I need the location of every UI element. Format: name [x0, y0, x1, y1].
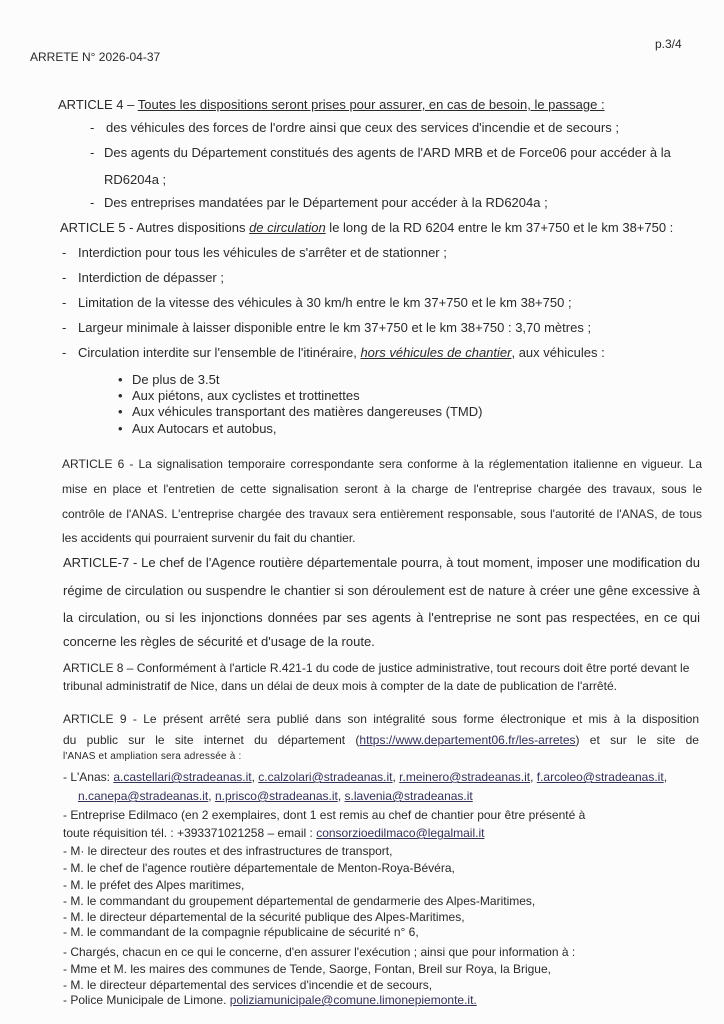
text-segment: - M. le directeur départemental des services d'incendie et de secours, — [63, 978, 433, 992]
text-line — [78, 295, 572, 311]
text-line — [63, 825, 484, 841]
text-line — [63, 678, 617, 694]
text-segment: Des entreprises mandatées par le Département pour accéder à la RD6204a ; — [104, 195, 548, 210]
emphasized-text: de circulation — [249, 220, 326, 235]
text-line — [62, 456, 702, 472]
link[interactable]: poliziamunicipale@comune.limonepiemonte.it. — [229, 993, 477, 1007]
text-line — [78, 320, 591, 336]
link[interactable]: a.castellari@stradeanas.it — [113, 770, 252, 784]
text-line — [132, 372, 219, 388]
text-segment: Largeur minimale à laisser disponible entre le km 37+750 et le km 38+750 : 3,70 mètres ; — [78, 320, 592, 335]
text-line — [104, 172, 166, 188]
text-line — [62, 481, 702, 497]
text-segment: - M· le directeur des routes et des infrastructures de transport, — [63, 844, 393, 858]
text-line — [104, 195, 548, 211]
link[interactable]: r.meinero@stradeanas.it — [399, 770, 531, 784]
text-segment: De plus de 3.5t — [132, 372, 220, 387]
text-segment: , — [337, 789, 345, 803]
text-line — [63, 660, 689, 676]
dash-marker: - — [90, 195, 95, 210]
dash-marker: - — [62, 245, 67, 260]
link[interactable]: s.lavenia@stradeanas.it — [344, 789, 473, 803]
text-line — [132, 388, 360, 404]
link[interactable]: consorzioedilmaco@legalmail.it — [316, 826, 485, 840]
bullet-icon: • — [118, 372, 123, 387]
text-segment: tribunal administratif de Nice, dans un délai de deux mois à compter de la date de publication de l'arrêté. — [63, 679, 617, 693]
text-line — [62, 530, 356, 546]
text-segment: ARTICLE 9 - Le présent arrêté sera publié dans son intégralité sous forme électronique et mis à la disposition — [63, 712, 699, 726]
text-line — [58, 97, 605, 113]
dash-marker: - — [62, 270, 67, 285]
text-line — [106, 120, 619, 136]
text-line — [63, 711, 699, 727]
text-segment: Aux piétons, aux cyclistes et trottinettes — [132, 388, 360, 403]
text-line — [63, 807, 585, 823]
link[interactable]: n.canepa@stradeanas.it — [78, 789, 209, 803]
text-line — [60, 220, 673, 236]
text-segment: - Mme et M. les maires des communes de Tende, Saorge, Fontan, Breil sur Roya, la Brigue, — [63, 962, 551, 976]
text-line — [63, 732, 699, 748]
text-line — [63, 924, 419, 940]
text-segment: Interdiction pour tous les véhicules de s'arrêter et de stationner ; — [78, 245, 447, 260]
text-line — [63, 749, 241, 765]
emphasized-text: hors véhicules de chantier — [360, 345, 512, 360]
text-line — [63, 634, 375, 650]
bullet-icon: • — [118, 388, 123, 403]
text-segment: ARTICLE 6 - La signalisation temporaire correspondante sera conforme à la réglementation italienne en vigueur. La — [62, 457, 702, 471]
text-segment: - M. le commandant de la compagnie républicaine de sécurité n° 6, — [63, 925, 419, 939]
link[interactable]: f.arcoleo@stradeanas.it — [536, 770, 664, 784]
text-segment: , — [392, 770, 400, 784]
text-segment: des véhicules des forces de l'ordre ainsi que ceux des services d'incendie et de secours ; — [106, 120, 619, 135]
dash-marker: - — [62, 320, 67, 335]
page-number: p.3/4 — [655, 37, 682, 51]
text-line — [63, 992, 477, 1008]
text-line — [78, 270, 224, 286]
text-segment: concerne les règles de sécurité et d'usage de la route. — [63, 634, 375, 649]
text-segment: - M. le préfet des Alpes maritimes, — [63, 878, 245, 892]
text-segment: - Police Municipale de Limone. — [63, 993, 230, 1007]
text-line — [132, 421, 277, 437]
emphasized-text: Toutes les dispositions seront prises pour assurer, en cas de besoin, le passage : — [137, 97, 605, 112]
text-segment: ARTICLE-7 - Le chef de l'Agence routière départementale pourra, à tout moment, imposer une modification du — [63, 555, 700, 570]
dash-marker: - — [62, 295, 67, 310]
bullet-icon: • — [118, 421, 123, 436]
text-segment: , — [530, 770, 537, 784]
text-segment: - M. le commandant du groupement départemental de gendarmerie des Alpes-Maritimes, — [63, 894, 536, 908]
text-segment: - Entreprise Edilmaco (en 2 exemplaires, dont 1 est remis au chef de chantier pour être présenté à — [63, 808, 586, 822]
text-line — [63, 961, 551, 977]
text-line — [63, 555, 700, 571]
text-segment: , — [208, 789, 215, 803]
text-line — [63, 843, 392, 859]
text-segment: le long de la RD 6204 entre le km 37+750 et le km 38+750 : — [325, 220, 674, 235]
text-line — [63, 769, 667, 785]
text-segment: la circulation, ou si les injonctions données par ses agents à l'entreprise ne sont pas respectées, en ce qui — [63, 610, 700, 625]
text-segment: Limitation de la vitesse des véhicules à 30 km/h entre le km 37+750 et le km 38+750 ; — [78, 295, 572, 310]
text-segment: Interdiction de dépasser ; — [78, 270, 224, 285]
text-segment: l'ANAS et ampliation sera adressée à : — [63, 751, 242, 762]
text-line — [63, 583, 700, 599]
text-segment: Des agents du Département constitués des agents de l'ARD MRB et de Force06 pour accéder à la — [104, 145, 671, 160]
text-segment: Circulation interdite sur l'ensemble de l'itinéraire, — [78, 345, 361, 360]
text-segment: les accidents qui pourraient survenir du fait du chantier. — [62, 531, 356, 545]
text-line — [63, 909, 465, 925]
dash-marker: - — [90, 145, 95, 160]
text-segment: RD6204a ; — [104, 172, 167, 187]
text-line — [78, 788, 473, 804]
text-segment: ARTICLE 8 – Conformément à l'article R.421-1 du code de justice administrative, tout recours doit être porté devant le — [63, 661, 690, 675]
text-segment: , — [663, 770, 668, 784]
text-segment: - L'Anas: — [63, 770, 114, 784]
text-segment: régime de circulation ou suspendre le chantier si son déroulement est de nature à créer une gêne excessive à — [63, 583, 700, 598]
text-segment: toute réquisition tél. : +393371021258 – email : — [63, 826, 317, 840]
text-segment: - M. le directeur départemental de la sécurité publique des Alpes-Maritimes, — [63, 910, 465, 924]
text-segment: ARTICLE 5 - Autres dispositions — [60, 220, 250, 235]
bullet-icon: • — [118, 404, 123, 419]
text-line — [63, 610, 700, 626]
decree-number: ARRETE N° 2026-04-37 — [30, 50, 161, 64]
text-line — [63, 977, 432, 993]
text-segment: du public sur le site internet du département ( — [63, 733, 360, 747]
text-segment: , aux véhicules : — [511, 345, 605, 360]
text-line — [78, 245, 447, 261]
text-line — [63, 893, 535, 909]
text-segment: Aux véhicules transportant des matières dangereuses (TMD) — [132, 404, 483, 419]
text-line — [63, 877, 244, 893]
text-segment: contrôle de l'ANAS. L'entreprise chargée des travaux sera entièrement responsable, sous l'autorité de l'ANAS, de tous — [62, 507, 702, 521]
dash-marker: - — [90, 120, 95, 135]
text-segment: ARTICLE 4 – — [58, 97, 138, 112]
text-line — [132, 404, 482, 420]
text-segment: ) et sur le site de — [575, 733, 699, 747]
text-line — [63, 944, 575, 960]
text-segment: mise en place et l'entretien de cette signalisation seront à la charge de l'entreprise chargée des travaux, sous le — [62, 482, 702, 496]
text-segment: , — [251, 770, 259, 784]
dash-marker: - — [62, 345, 67, 360]
text-line — [63, 860, 455, 876]
text-line — [62, 506, 702, 522]
text-line — [104, 145, 671, 161]
text-line — [78, 345, 605, 361]
text-segment: - Chargés, chacun en ce qui le concerne, d'en assurer l'exécution ; ainsi que pour information à : — [63, 945, 576, 959]
link[interactable]: https://www.departement06.fr/les-arretes — [359, 733, 576, 747]
text-segment: Aux Autocars et autobus, — [132, 421, 277, 436]
link[interactable]: c.calzolari@stradeanas.it — [258, 770, 393, 784]
link[interactable]: n.prisco@stradeanas.it — [214, 789, 338, 803]
text-segment: - M. le chef de l'agence routière départementale de Menton-Roya-Bévéra, — [63, 861, 455, 875]
